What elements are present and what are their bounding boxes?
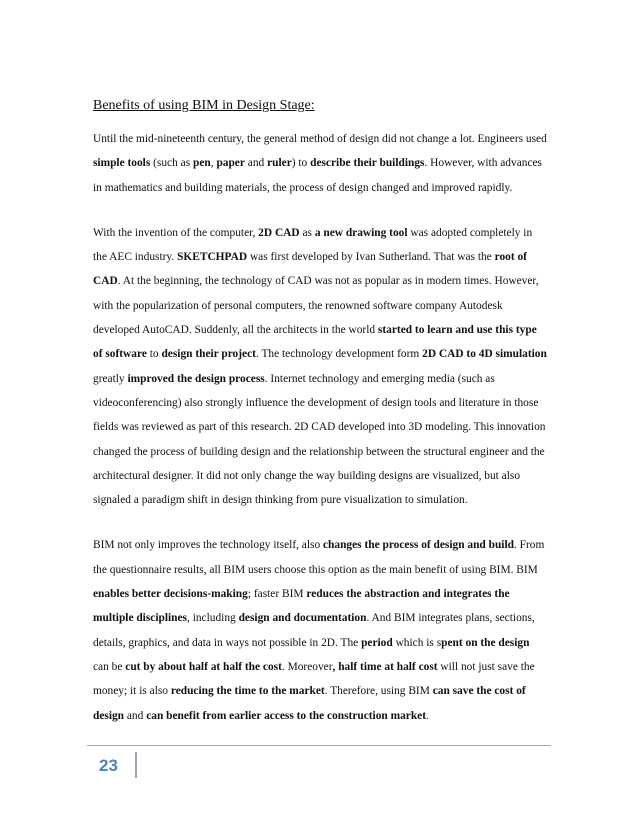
paragraph (93, 221, 547, 513)
bold-text: can save the cost of design (93, 685, 526, 722)
bold-text: 2D CAD to 4D simulation (422, 348, 547, 361)
bold-text: pen (193, 157, 211, 170)
text-run: and (244, 157, 268, 170)
text-run: With the invention of the computer, (93, 226, 259, 239)
text-run: was first developed by Ivan Sutherland. That was the (247, 251, 495, 264)
text-run: , (210, 157, 217, 170)
bold-text: pent on the design (441, 636, 530, 649)
bold-text: 2D CAD (258, 226, 300, 239)
bold-text: reducing the time to the market (170, 685, 325, 698)
body-text (93, 127, 547, 728)
page-content (93, 96, 547, 749)
text-run: ; faster BIM (247, 588, 307, 601)
bold-text: design their project (161, 348, 256, 361)
text-run: will not just save the money; it is also (93, 660, 535, 698)
bold-text: enables better decisions-making (93, 588, 248, 601)
section-heading: Benefits of using BIM in Design Stage: (93, 98, 315, 113)
bold-text: cut by about half at half the cost (125, 660, 282, 673)
text-run: . From the questionnaire results, all BIM users choose this option as the main benefit of using BIM. BIM (93, 539, 545, 576)
bold-text: period (361, 636, 393, 649)
bold-text: , half time at half cost (332, 660, 438, 673)
bold-text: paper (216, 157, 245, 170)
bold-text: ruler (267, 157, 292, 170)
bold-text: changes the process of design and build (323, 539, 514, 552)
bold-text: SKETCHPAD (177, 251, 248, 264)
text-run: BIM not only improves the technology itself, also (93, 539, 323, 552)
bold-text: a new drawing tool (314, 226, 408, 239)
page-number: 23 (99, 756, 118, 775)
text-run: . Therefore, using BIM (324, 685, 433, 698)
footer-divider (87, 745, 551, 746)
bold-text: reduces the abstraction and integrates the multiple disciplines (93, 588, 510, 625)
text-run: Until the mid-nineteenth century, the general method of design did not change a lot. Engineers used (93, 133, 547, 145)
bold-text: can benefit from earlier access to the construction market (146, 709, 427, 722)
bold-text: started to learn and use this type of software (93, 324, 537, 361)
text-run: greatly (93, 372, 128, 385)
text-run: . The technology development form (255, 348, 423, 361)
bold-text: improved the design process (127, 372, 265, 385)
paragraph (93, 127, 547, 200)
text-run: (such as (150, 157, 193, 170)
bold-text: root of CAD (93, 251, 527, 288)
text-run: to (146, 348, 162, 361)
text-run: was adopted completely in the AEC industry. (93, 226, 533, 264)
text-run: . At the beginning, the technology of CAD was not as popular as in modern times. However, with the popularization of personal computers, the renowned software company Autodesk developed AutoCAD. Suddenly, all the architects in the world (93, 275, 539, 337)
bold-text: design and documentation (238, 612, 367, 625)
text-run: can be (93, 660, 126, 673)
text-run: as (299, 226, 315, 239)
paragraph (93, 533, 547, 727)
text-run: . However, with advances in mathematics and building materials, the process of design changed and improved rapidly. (93, 157, 542, 194)
text-run: . (426, 709, 429, 722)
text-run: , including (187, 612, 239, 625)
bold-text: simple tools (93, 157, 151, 170)
text-run: . Internet technology and emerging media (such as videoconferencing) also strongly influence the development of design tools and literature in those fields was reviewed as part of this research. 2D CAD developed into 3D modeling. This innovation changed the process of building design and the relationship between the structural engineer and the architectural designer. It did not only change the way building designs are visualized, but also signaled a paradigm shift in design thinking from pure visualization to simulation. (93, 372, 546, 507)
text-run: . And BIM integrates plans, sections, details, graphics, and data in ways not possible in 2D. The (93, 612, 535, 649)
text-run: . Moreover (281, 660, 333, 673)
bold-text: describe their buildings (310, 157, 425, 170)
text-run: which is s (392, 636, 442, 649)
text-run: ) to (291, 157, 311, 170)
text-run: and (124, 709, 147, 722)
